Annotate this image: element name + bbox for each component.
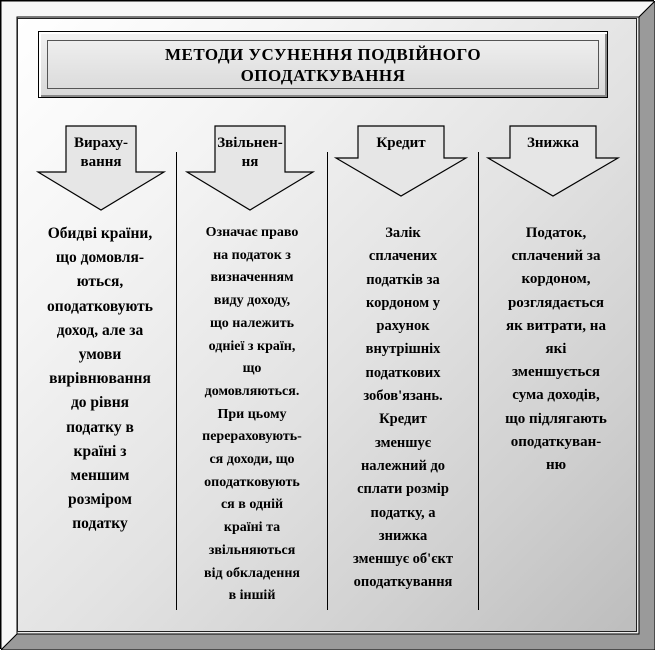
text-line: податку в xyxy=(66,418,134,436)
method-deduction-head xyxy=(484,124,622,214)
text-line: зменшує xyxy=(374,434,432,451)
text-line: рахунок xyxy=(376,318,430,335)
text-line: оподаткування xyxy=(353,574,453,591)
text-line: на податок з xyxy=(213,247,291,263)
method-calculation-label-1: Вираху- xyxy=(74,135,128,151)
text-line: в іншій xyxy=(228,588,276,604)
text-line: сума доходів, xyxy=(512,387,600,404)
text-line: виду доходу, xyxy=(213,293,291,309)
text-line: оподаткуван- xyxy=(510,433,602,450)
text-line: податків за xyxy=(366,271,440,288)
method-exemption-label-2: ня xyxy=(241,154,259,170)
title-line-1: МЕТОДИ УСУНЕННЯ ПОДВІЙНОГО xyxy=(164,44,482,64)
column-divider xyxy=(327,152,328,610)
text-line: розміром xyxy=(68,491,132,509)
page-title xyxy=(47,40,599,89)
exemption-description xyxy=(179,222,325,608)
text-line: від обкладення xyxy=(204,565,300,581)
text-line: що підлягають xyxy=(505,410,607,427)
credit-description xyxy=(330,222,476,595)
method-deduction-label: Знижка xyxy=(527,135,579,151)
text-line: При цьому xyxy=(217,406,287,422)
text-line: кордоном у xyxy=(366,294,440,311)
text-line: Податок, xyxy=(525,225,587,241)
method-credit-label: Кредит xyxy=(376,135,426,151)
text-line: знижка xyxy=(378,527,428,544)
calculation-description xyxy=(26,222,174,537)
text-line: перераховують- xyxy=(202,429,302,445)
text-line: що xyxy=(242,361,262,377)
text-line: Означає право xyxy=(205,225,299,240)
text-line: ся в одній xyxy=(220,497,284,513)
text-line: Кредит xyxy=(379,411,427,428)
column-divider xyxy=(176,152,177,610)
text-line: доход, але за xyxy=(56,321,144,339)
text-line: податкових xyxy=(365,364,441,381)
title-line-2: ОПОДАТКУВАННЯ xyxy=(240,65,406,85)
text-line: які xyxy=(545,341,567,358)
text-line: сплачений за xyxy=(511,248,601,265)
text-line: оподатковують xyxy=(204,474,300,490)
text-line: ся доходи, що xyxy=(209,452,295,468)
text-line: домовляються. xyxy=(204,383,300,399)
text-line: внутрішніх xyxy=(365,341,441,358)
text-line: вирівнювання xyxy=(49,370,151,388)
text-line: країні та xyxy=(223,520,281,536)
text-line: Обидві країни, xyxy=(47,225,153,242)
method-exemption-label-1: Звільнен- xyxy=(217,135,283,151)
text-line: Залік xyxy=(385,225,421,241)
text-line: ню xyxy=(545,457,567,474)
text-line: зобов'язань. xyxy=(363,388,443,405)
text-line: зменшує об'єкт xyxy=(353,551,453,568)
text-line: податку xyxy=(72,515,128,533)
text-line: країні з xyxy=(73,442,127,460)
text-line: сплачених xyxy=(368,248,438,265)
text-line: одніеї з країн, xyxy=(208,338,296,354)
text-line: звільняються xyxy=(208,542,296,558)
method-exemption-head xyxy=(181,124,319,214)
text-line: умови xyxy=(78,346,122,364)
text-line: що домовля- xyxy=(55,249,145,267)
deduction-description xyxy=(481,222,631,477)
text-line: розглядається xyxy=(507,294,605,311)
column-divider xyxy=(478,152,479,610)
text-line: як витрати, на xyxy=(506,317,606,334)
text-line: податку, а xyxy=(370,504,436,521)
text-line: оподатковують xyxy=(47,297,153,315)
text-line: що належить xyxy=(209,315,295,331)
text-line: ються, xyxy=(76,273,124,291)
text-line: до рівня xyxy=(70,394,130,412)
text-line: кордоном, xyxy=(521,271,591,288)
method-calculation-label-2: вання xyxy=(80,154,122,170)
method-credit-head xyxy=(332,124,470,214)
text-line: визначенням xyxy=(210,270,294,286)
title-box xyxy=(38,31,608,98)
text-line: меншим xyxy=(70,467,130,485)
text-line: сплати розмір xyxy=(357,481,449,498)
text-line: належний до xyxy=(360,457,446,474)
text-line: зменшується xyxy=(511,364,601,381)
method-calculation-head xyxy=(32,124,170,214)
